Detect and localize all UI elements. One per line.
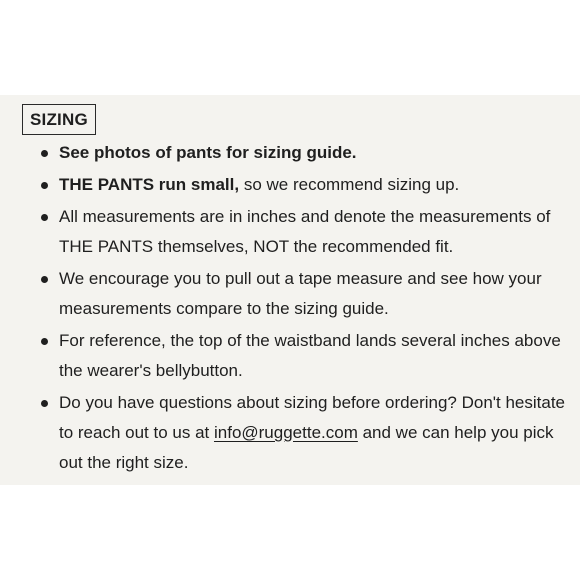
bullet-icon <box>41 276 48 283</box>
bullet-icon <box>41 400 48 407</box>
item-text: Do you have questions about sizing before ordering? Don't hesitate to reach out to us at <box>59 393 566 442</box>
bullet-icon <box>41 150 48 157</box>
sizing-list <box>40 138 570 480</box>
item-text: All measurements are in inches and denote the measurements of THE PANTS themselves, NOT the recommended fit. <box>59 207 551 256</box>
bullet-icon <box>41 182 48 189</box>
list-item <box>40 138 570 168</box>
list-item <box>40 326 570 386</box>
item-bold-text: See photos of pants for sizing guide. <box>59 143 357 162</box>
sizing-panel <box>0 95 580 485</box>
list-item <box>40 264 570 324</box>
item-text: For reference, the top of the waistband lands several inches above the wearer's bellybutton. <box>59 331 561 380</box>
list-item <box>40 388 570 478</box>
item-text: so we recommend sizing up. <box>239 175 460 194</box>
bullet-icon <box>41 338 48 345</box>
bullet-icon <box>41 214 48 221</box>
item-bold-text: THE PANTS run small, <box>59 175 240 194</box>
item-text: and we can help you pick out the right size. <box>59 423 554 472</box>
email-link[interactable]: info@ruggette.com <box>213 423 358 442</box>
list-item <box>40 202 570 262</box>
item-text: We encourage you to pull out a tape measure and see how your measurements compare to the sizing guide. <box>59 269 542 318</box>
list-item <box>40 170 570 200</box>
sizing-heading: SIZING <box>22 104 96 135</box>
